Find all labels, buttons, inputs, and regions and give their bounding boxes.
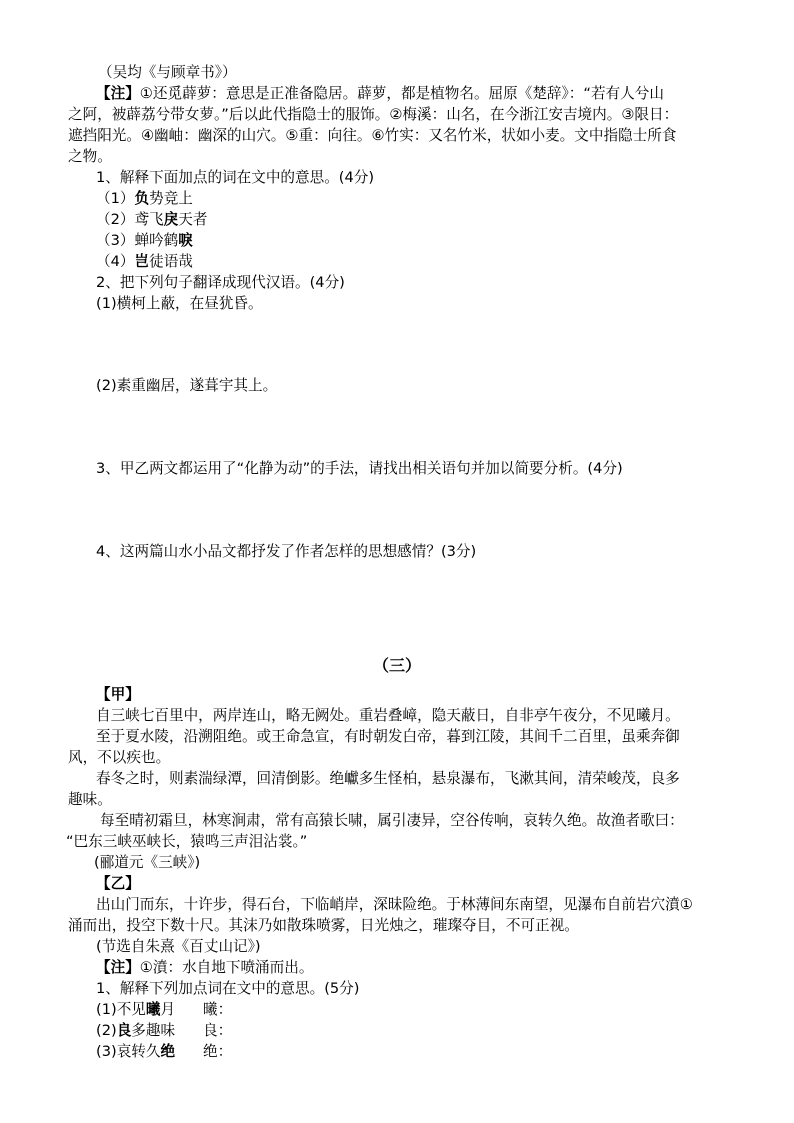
- question-2: 2、把下列句子翻译成现代汉语。(4分): [96, 274, 345, 291]
- dotted-word: 戾: [163, 211, 179, 228]
- note-line: 遮挡阳光。④幽岫：幽深的山穴。⑤重：向往。⑥竹实：又名竹米，状如小麦。文中指隐士所食: [68, 127, 677, 144]
- source-citation: （吴均《与顾章书》）: [98, 64, 237, 81]
- passage-line: 风，不以疾也。: [68, 749, 171, 766]
- passage-a-source: (郦道元《三峡》): [94, 854, 201, 871]
- item-number: （2）: [96, 211, 135, 228]
- note-text: ①濆：水自地下喷涌而出。: [139, 959, 314, 976]
- question-item: [96, 1041, 175, 1062]
- dotted-word: 唳: [178, 232, 193, 249]
- question-item: [96, 251, 193, 272]
- passage-line: 涌而出，投空下数十尺。其沫乃如散珠喷雾，日光烛之，璀璨夺目，不可正视。: [68, 917, 579, 934]
- sentence-1: (1)横柯上蔽，在昼犹昏。: [96, 295, 263, 312]
- dotted-word: 岂: [134, 253, 150, 270]
- item-text: 多趣味: [131, 1022, 176, 1039]
- note-text: ①还觅薜萝：意思是正准备隐居。薜萝，都是植物名。屈原《楚辞》：“若有人兮山: [139, 85, 664, 102]
- question-1: 1、解释下面加点的词在文中的意思。(4分): [96, 169, 375, 186]
- note-tag: 【注】: [96, 85, 140, 102]
- passage-line: 出山门而东，十许步，得石台，下临峭岸，深昧险绝。于林薄间东南望，见瀑布自前岩穴濆①: [96, 896, 693, 913]
- note-tag: 【注】: [96, 959, 140, 976]
- item-number: （1）: [96, 190, 135, 207]
- dotted-word: 良: [116, 1022, 132, 1039]
- item-number: (3): [96, 1043, 117, 1060]
- question-item: [96, 188, 193, 209]
- passage-a-label: 【甲】: [96, 686, 140, 703]
- question-4: 4、这两篇山水小品文都抒发了作者怎样的思想感情？(3分): [96, 543, 477, 560]
- dotted-word: 曦: [145, 1001, 161, 1018]
- dotted-word: 绝: [160, 1043, 176, 1060]
- question-item: [96, 209, 208, 230]
- passage-b-source: (节选自朱熹《百丈山记》): [96, 938, 261, 955]
- note-line: [96, 957, 313, 978]
- passage-line: “巴东三峡巫峡长，猿鸣三声泪沾裳。”: [66, 833, 308, 850]
- passage-line: 趣味。: [68, 791, 112, 808]
- item-number: （4）: [96, 253, 135, 270]
- item-number: (1): [96, 1001, 117, 1018]
- passage-line: 每至晴初霜旦，林寒涧肃，常有高猿长啸，属引凄异，空谷传响，哀转久绝。故渔者歌曰：: [100, 812, 684, 829]
- question-item: [96, 230, 193, 251]
- question-item: [96, 999, 175, 1020]
- item-number: (2): [96, 1022, 117, 1039]
- item-text: 不见: [116, 1001, 146, 1018]
- note-line: [96, 83, 664, 104]
- item-text: 势竞上: [149, 190, 193, 207]
- answer-slot: 良：: [203, 1022, 233, 1039]
- item-text: 哀转久: [116, 1043, 161, 1060]
- item-text: 鸢飞: [134, 211, 164, 228]
- item-text: 月: [160, 1001, 176, 1018]
- passage-line: 春冬之时，则素湍绿潭，回清倒影。绝巘多生怪柏，悬泉瀑布，飞漱其间，清荣峻茂，良多: [96, 770, 680, 787]
- sentence-2: (2)素重幽居，遂葺宇其上。: [96, 377, 278, 394]
- item-text: 天者: [178, 211, 208, 228]
- passage-b-label: 【乙】: [96, 875, 140, 892]
- section-title: （三）: [372, 656, 421, 675]
- dotted-word: 负: [134, 190, 150, 207]
- passage-line: 至于夏水陵，沿溯阻绝。或王命急宣，有时朝发白帝，暮到江陵，其间千二百里，虽乘奔御: [96, 728, 680, 745]
- answer-slot: 绝：: [203, 1043, 233, 1060]
- question-3: 3、甲乙两文都运用了“化静为动”的手法，请找出相关语句并加以简要分析。(4分): [96, 460, 623, 477]
- question-1: 1、解释下列加点词在文中的意思。(5分): [96, 980, 360, 997]
- question-item: [96, 1020, 175, 1041]
- item-number: （3）: [96, 232, 135, 249]
- answer-slot: 曦：: [203, 1001, 233, 1018]
- item-text: 蝉吟鹤: [134, 232, 179, 249]
- note-line: 之物。: [68, 148, 112, 165]
- note-line: 之阿，被薜荔兮带女萝。”后以此代指隐士的服饰。②梅溪：山名，在今浙江安吉境内。③限日：: [68, 106, 679, 123]
- passage-line: 自三峡七百里中，两岸连山，略无阙处。重岩叠嶂，隐天蔽日，自非亭午夜分，不见曦月。: [96, 707, 680, 724]
- item-text: 徒语哉: [149, 253, 193, 270]
